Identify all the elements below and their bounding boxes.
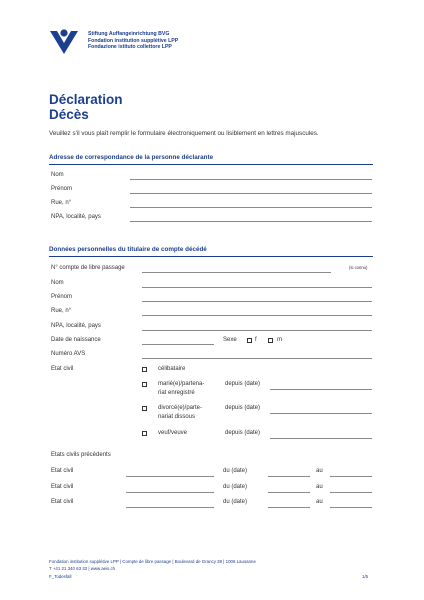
field-label: NPA, localité, pays (51, 214, 101, 220)
deceased-firstname-field[interactable] (142, 301, 372, 302)
section-deceased-title: Données personnelles du titulaire de compte décédé (49, 246, 207, 253)
married-since-field[interactable] (270, 389, 372, 390)
from-date-field[interactable] (268, 476, 310, 477)
logo-line: Fondation institution supplétive LPP (88, 37, 179, 44)
civil-option-label: veuf/veuve (158, 430, 188, 436)
sex-m-label: m (277, 337, 282, 343)
sex-f-label: f (255, 337, 257, 343)
previous-civil-field[interactable] (126, 476, 214, 477)
declarant-street-field[interactable] (130, 207, 372, 208)
to-date-field[interactable] (330, 476, 372, 477)
to-date-label: au (316, 468, 323, 474)
from-date-field[interactable] (268, 507, 310, 508)
declarant-firstname-field[interactable] (130, 193, 372, 194)
to-date-label: au (316, 499, 323, 505)
field-label: Rue, n° (51, 200, 72, 206)
declarant-name-field[interactable] (130, 179, 372, 180)
account-note: (si connu) (349, 265, 368, 270)
logo (49, 27, 79, 55)
married-checkbox[interactable] (142, 382, 147, 387)
divorced-checkbox[interactable] (142, 406, 147, 411)
civil-option-label: célibataire (158, 366, 186, 372)
section-divider (49, 164, 373, 165)
declarant-locality-field[interactable] (130, 221, 372, 222)
intro-text: Veuillez s'il vous plaît remplir le formulaire électroniquement ou lisiblement en lettres majuscules. (49, 130, 319, 137)
avs-label: Numéro AVS (51, 351, 86, 357)
field-label: Nom (51, 172, 64, 178)
widowed-since-field[interactable] (270, 438, 372, 439)
sex-label: Sexe (223, 337, 237, 343)
logo-line: Fondazione istituto collettore LPP (88, 44, 172, 51)
previous-civil-title: Etats civils précédents (51, 452, 111, 458)
single-checkbox[interactable] (142, 367, 147, 372)
since-date-label: depuis (date) (225, 381, 261, 387)
section-correspondence-title: Adresse de correspondance de la personne déclarante (49, 154, 214, 161)
field-label: Rue, n° (51, 308, 72, 314)
field-label: Prénom (51, 294, 73, 300)
field-label: NPA, localité, pays (51, 323, 101, 329)
previous-civil-label: Etat civil (51, 499, 74, 505)
civil-option-label: riat enregistré (158, 390, 195, 396)
to-date-field[interactable] (330, 492, 372, 493)
logo-line: Stiftung Auffangeinrichtung BVG (88, 31, 170, 37)
previous-civil-label: Etat civil (51, 484, 74, 490)
field-label: Prénom (51, 186, 73, 192)
section-divider (49, 256, 373, 257)
from-date-label: du (date) (223, 484, 248, 490)
logo-icon (49, 27, 79, 55)
field-label: Nom (51, 280, 64, 286)
footer-form-code: F_Todesfall (49, 574, 72, 579)
birthdate-label: Date de naissance (51, 337, 101, 343)
divorced-since-field[interactable] (270, 413, 372, 414)
account-number-field[interactable] (142, 272, 331, 273)
subtitle-line: Décès (49, 107, 89, 122)
birthdate-field[interactable] (142, 344, 214, 345)
logo-text (88, 31, 178, 51)
deceased-name-field[interactable] (142, 287, 372, 288)
civil-status-label: Etat civil (51, 366, 74, 372)
title-line: Déclaration (49, 92, 123, 107)
from-date-label: du (date) (223, 468, 248, 474)
sex-f-checkbox[interactable] (247, 338, 252, 343)
to-date-field[interactable] (330, 507, 372, 508)
deceased-locality-field[interactable] (142, 330, 372, 331)
since-date-label: depuis (date) (225, 405, 261, 411)
from-date-label: du (date) (223, 499, 248, 505)
document-title (49, 92, 123, 122)
widowed-checkbox[interactable] (142, 431, 147, 436)
civil-option-label: marié(e)/partena- (158, 381, 205, 387)
previous-civil-field[interactable] (126, 492, 214, 493)
since-date-label: depuis (date) (225, 430, 261, 436)
sex-m-checkbox[interactable] (268, 338, 273, 343)
previous-civil-field[interactable] (126, 507, 214, 508)
civil-option-label: nariat dissous (158, 414, 196, 420)
avs-field[interactable] (142, 358, 372, 359)
footer-contact: T +41 21 340 63 33 | www.aeis.ch (49, 566, 116, 571)
account-number-label: N° compte de libre passage (51, 265, 125, 271)
footer-address: Fondation institution supplétive LPP | Compte de libre passage | Boulevard de Grancy 39 | 1006 Lausanne (49, 559, 256, 564)
from-date-field[interactable] (268, 492, 310, 493)
deceased-street-field[interactable] (142, 315, 372, 316)
previous-civil-label: Etat civil (51, 468, 74, 474)
page-number: 1/5 (362, 574, 369, 579)
to-date-label: au (316, 484, 323, 490)
civil-option-label: divorcé(e)/parte- (158, 405, 203, 411)
